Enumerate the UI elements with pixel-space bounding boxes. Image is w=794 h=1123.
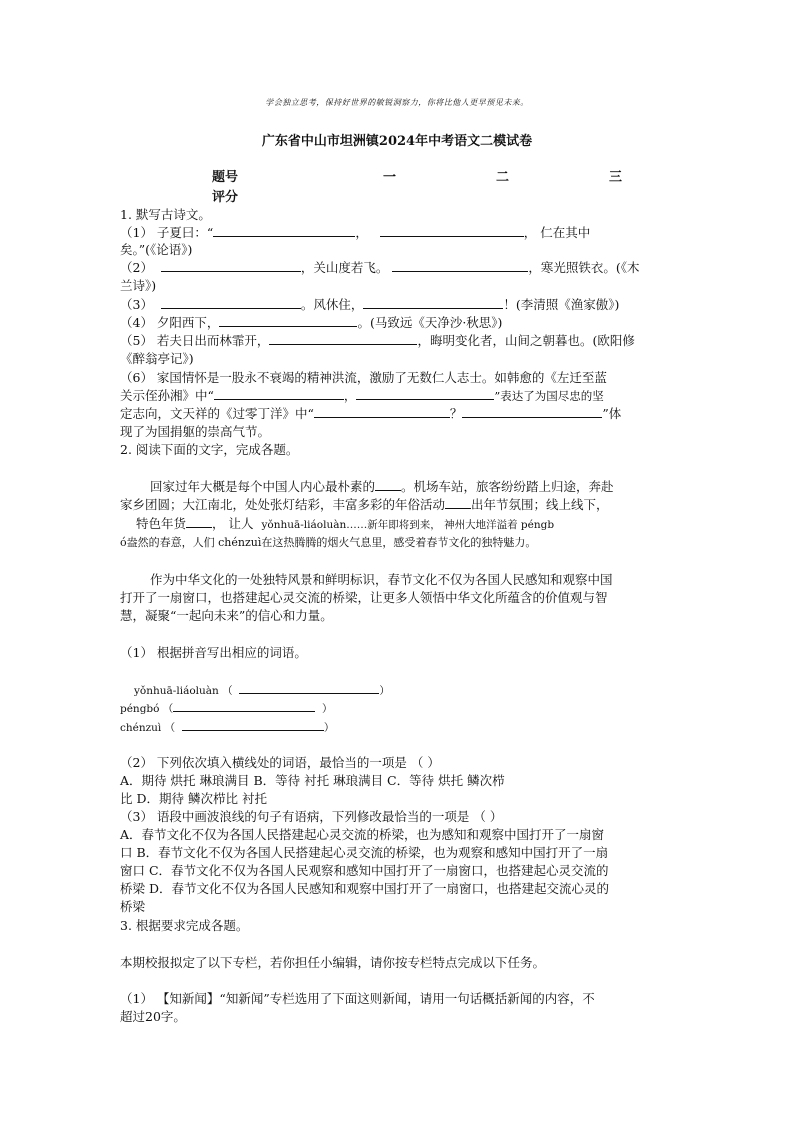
answer-blank[interactable] bbox=[182, 718, 324, 731]
q1-text: ， 仁在其中 bbox=[523, 225, 591, 240]
answer-blank[interactable] bbox=[161, 259, 301, 272]
q1-item-2 bbox=[120, 259, 640, 276]
q3-heading: 3. 根据要求完成各题。 bbox=[120, 918, 249, 933]
q2-options-line-2: 比 D．期待 鳞次栉比 衬托 bbox=[120, 791, 267, 806]
exam-title: 广东省中山市坦洲镇2024年中考语文二模试卷 bbox=[261, 134, 533, 149]
pinyin-label: ） bbox=[379, 685, 390, 697]
passage-text: 回家过年大概是每个中国人内心最朴素的 bbox=[150, 479, 376, 494]
answer-blank[interactable] bbox=[356, 387, 494, 400]
q1-text: 。风休住， bbox=[300, 297, 364, 312]
q1-item-6-line-2 bbox=[120, 387, 604, 405]
q1-text: （1） 子夏曰：“ bbox=[120, 225, 214, 240]
q1-item-3 bbox=[120, 296, 619, 313]
answer-blank[interactable] bbox=[380, 224, 524, 237]
q1-text: ？ bbox=[449, 406, 463, 421]
answer-blank[interactable] bbox=[314, 405, 450, 418]
answer-blank[interactable] bbox=[213, 224, 355, 237]
q1-text: ，晦明变化者，山间之朝暮也。(欧阳修 bbox=[417, 333, 635, 348]
passage-text: 出年节氛围；线上线下， bbox=[471, 497, 609, 512]
pinyin-label: yǒnhuā-liáoluàn （ bbox=[134, 685, 233, 697]
q2-sub-1: （1） 根据拼音写出相应的词语。 bbox=[120, 645, 307, 660]
answer-blank[interactable] bbox=[375, 478, 401, 491]
pinyin-label: chénzuì （ bbox=[120, 722, 176, 734]
q2-revision-line: 桥梁 bbox=[120, 899, 146, 914]
q2-revision-line: A．春节文化不仅为各国人民搭建起心灵交流的桥梁，也为感知和观察中国打开了一扇窗 bbox=[120, 827, 605, 842]
q2-options-line-1: A．期待 烘托 琳琅满目 B．等待 衬托 琳琅满目 C．等待 烘托 鳞次栉 bbox=[120, 773, 505, 788]
q1-text: （4） 夕阳西下， bbox=[120, 315, 220, 330]
answer-blank[interactable] bbox=[462, 405, 602, 418]
q1-text: 兰诗》) bbox=[120, 278, 157, 293]
q1-item-4 bbox=[120, 314, 502, 331]
answer-blank[interactable] bbox=[214, 387, 344, 400]
q1-text: ， bbox=[343, 388, 357, 403]
q3-task-1-line-2: 超过20字。 bbox=[120, 1009, 186, 1024]
q1-text: ！(李清照《渔家傲》) bbox=[503, 297, 620, 312]
q1-text: ，寒光照铁衣。(《木 bbox=[528, 260, 640, 275]
answer-blank[interactable] bbox=[173, 699, 315, 712]
q1-text: ”表达了为国尽忠的坚 bbox=[494, 389, 604, 403]
q2-sub-2: （2） 下列依次填入横线处的词语，最恰当的一项是 （ ） bbox=[120, 755, 440, 770]
q2-revision-line: 窗口 C．春节文化不仅为各国人民观察和感知中国打开了一扇窗口，也搭建起心灵交流的 bbox=[120, 863, 609, 878]
pinyin-label: ） bbox=[322, 703, 333, 715]
q1-item-6: （6） 家国情怀是一股永不衰竭的精神洪流，激励了无数仁人志士。如韩愈的《左迁至蓝 bbox=[120, 370, 607, 385]
q2-heading: 2. 阅读下面的文字，完成各题。 bbox=[120, 442, 299, 457]
q1-item-1 bbox=[120, 224, 590, 241]
passage-text: 家乡团圆；大江南北，处处张灯结彩，丰富多彩的年俗活动 bbox=[120, 497, 446, 512]
q1-text: （5） 若夫日出而林霏开， bbox=[120, 333, 270, 348]
pinyin-item-1 bbox=[134, 681, 390, 700]
q1-text: ，关山度若飞。 bbox=[300, 260, 389, 275]
q1-text: 关示侄孙湘》中“ bbox=[120, 388, 214, 403]
passage-text: 。机场车站，旅客纷纷踏上归途，奔赴 bbox=[401, 479, 614, 494]
table-label-question-no: 题号 bbox=[212, 170, 239, 185]
passage-line: 慧，凝聚“一起向未来”的信心和力量。 bbox=[120, 608, 333, 623]
answer-blank[interactable] bbox=[161, 296, 301, 309]
passage-text: yǒnhuā-liáoluàn……新年即将到来， 神州大地洋溢着 péngb bbox=[261, 519, 555, 531]
passage-line: 打开了一扇窗口，也搭建起心灵交流的桥梁，让更多人领悟中华文化所蕴含的价值观与智 bbox=[120, 590, 608, 605]
q1-text: ”体 bbox=[602, 406, 622, 421]
table-col-3: 三 bbox=[609, 170, 623, 185]
q2-sub-3: （3） 语段中画波浪线的句子有语病，下列修改最恰当的一项是 （ ） bbox=[120, 809, 503, 824]
q1-text: 《醉翁亭记》) bbox=[120, 351, 194, 366]
q3-intro: 本期校报拟定了以下专栏，若你担任小编辑，请你按专栏特点完成以下任务。 bbox=[120, 955, 546, 970]
header-motto: 学会独立思考，保持好世界的敏锐洞察力，你将比他人更早预见未来。 bbox=[265, 98, 529, 107]
passage-text: ， 让人 bbox=[212, 516, 254, 531]
passage-line bbox=[150, 478, 614, 495]
q1-item-6-line-3 bbox=[120, 405, 621, 422]
q1-heading: 1. 默写古诗文。 bbox=[120, 207, 211, 222]
q1-text: （2） bbox=[120, 260, 153, 275]
answer-blank[interactable] bbox=[363, 296, 503, 309]
q2-revision-line: 口 B．春节文化不仅为各国人民搭建起心灵交流的桥梁，也为观察和感知中国打开了一扇 bbox=[120, 845, 609, 860]
passage-line: 作为中华文化的一处独特风景和鲜明标识，春节文化不仅为各国人民感知和观察中国 bbox=[150, 572, 613, 587]
q2-revision-line: 桥梁 D．春节文化不仅为各国人民感知和观察中国打开了一扇窗口，也搭建起交流心灵的 bbox=[120, 881, 609, 896]
answer-blank[interactable] bbox=[239, 681, 379, 694]
table-col-1: 一 bbox=[383, 170, 397, 185]
answer-blank[interactable] bbox=[269, 332, 417, 345]
q1-text: （3） bbox=[120, 297, 153, 312]
passage-line: ó盎然的春意，人们 chénzuì在这热腾腾的烟火气息里，感受着春节文化的独特魅力。 bbox=[120, 536, 537, 549]
q1-item-5 bbox=[120, 332, 635, 349]
passage-line bbox=[136, 515, 554, 534]
table-col-2: 二 bbox=[496, 170, 510, 185]
q1-text: 现了为国捐躯的崇高气节。 bbox=[120, 424, 271, 439]
answer-blank[interactable] bbox=[186, 515, 212, 528]
answer-blank[interactable] bbox=[445, 496, 471, 509]
passage-text: 特色年货 bbox=[136, 516, 187, 531]
pinyin-label: péngbó （ bbox=[120, 703, 174, 715]
q1-text: 定志向，文天祥的《过零丁洋》中“ bbox=[120, 406, 314, 421]
passage-line bbox=[120, 496, 609, 513]
pinyin-item-3 bbox=[120, 718, 334, 737]
answer-blank[interactable] bbox=[392, 259, 528, 272]
q3-task-1: （1） 【知新闻】“知新闻”专栏选用了下面这则新闻，请用一句话概括新闻的内容，不 bbox=[120, 991, 595, 1006]
q1-text: 矣。”(《论语》) bbox=[120, 242, 193, 257]
table-label-score: 评分 bbox=[212, 190, 239, 205]
q1-text: 。(马致远《天净沙·秋思》) bbox=[357, 315, 503, 330]
q1-text: ， bbox=[355, 225, 368, 240]
pinyin-label: ） bbox=[323, 722, 335, 734]
pinyin-item-2 bbox=[120, 699, 333, 718]
answer-blank[interactable] bbox=[219, 314, 357, 327]
